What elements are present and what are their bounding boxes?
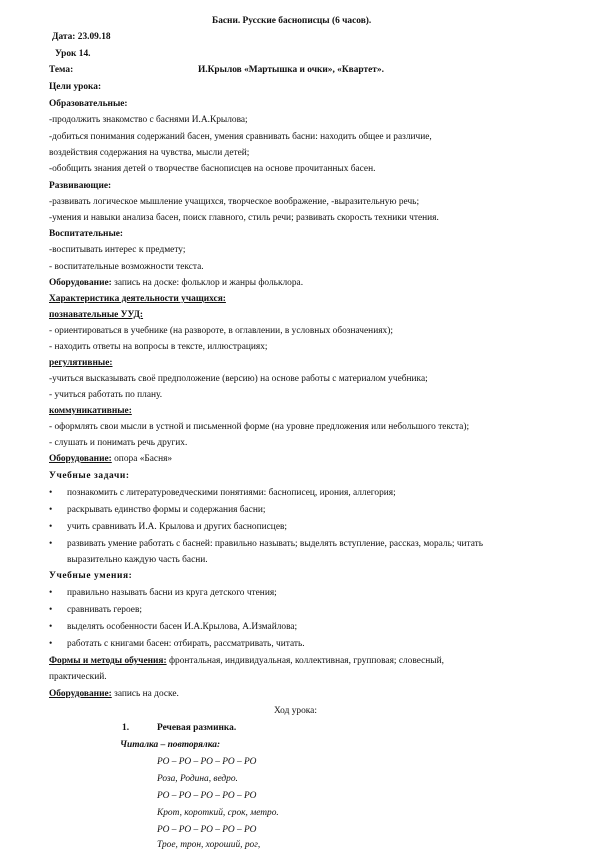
educational-goal: -продолжить знакомство с баснями И.А.Крылова; (49, 115, 248, 125)
educational-heading: Образовательные: (49, 99, 128, 109)
chant-line: Крот, короткий, срок, метро. (157, 808, 279, 818)
step-title: Речевая разминка. (157, 723, 237, 733)
educational-goal: -добиться понимания содержаний басен, умения сравнивать басни: находить общее и различие, (49, 132, 432, 142)
equipment-label: Оборудование: (49, 278, 112, 288)
chant-line: Роза, Родина, ведро. (157, 774, 238, 784)
tasks-heading: Учебные задачи: (49, 471, 130, 481)
equipment-text: опора «Басня» (111, 454, 173, 464)
activity-heading: Характеристика деятельности учащихся: (49, 294, 226, 304)
communicative-item: - оформлять свои мысли в устной и письменной форме (на уровне предложения или небольшого текста); (49, 422, 470, 432)
chant-line: РО – РО – РО – РО – РО (157, 825, 257, 835)
communicative-item: - слушать и понимать речь других. (49, 438, 188, 448)
step-number: 1. (122, 723, 130, 733)
regulatory-item: -учиться высказывать своё предположение (версию) на основе работы с материалом учебника; (49, 374, 428, 384)
chant-heading: Читалка – повторялка: (120, 740, 221, 750)
equipment-line (49, 275, 303, 292)
equipment-label: Оборудование: (49, 689, 112, 699)
cognitive-item: - находить ответы на вопросы в тексте, иллюстрациях; (49, 342, 268, 352)
equipment-text: запись на доске: фольклор и жанры фольклора. (111, 278, 304, 288)
document-page: Басни. Русские баснописцы (6 часов). Дата: 23.09.18 Урок 14. Тема: И.Крылов «Мартышка и очки», «Квартет». Цели урока: Образовательные: -продолжить знакомство с баснями И.А.Крылова; -добиться понимания содержаний басен, умения сравнивать басни: находить общее и различие, воздействия содержания на чувства, мысли детей; -обобщить знания детей о творчестве баснописцев на основе прочитанных басен. Развивающие: -развивать логическое мышление учащихся, творческое воображение, -выразительную речь; -умения и навыки анализа басен, поиск главного, стиль речи; развивать скорость техники чтения. Воспитательные: -воспитывать интерес к предмету; - воспитательные возможности текста. Оборудование: запись на доске: фольклор и жанры фольклора. Характеристика деятельности учащихся: познавательные УУД: - ориентироваться в учебнике (на развороте, в оглавлении, в условных обозначениях); - находить ответы на вопросы в тексте, иллюстрациях; регулятивные: -учиться высказывать своё предположение (версию) на основе работы с материалом учебника; - учиться работать по плану. коммуникативные: - оформлять свои мысли в устной и письменной форме (на уровне предложения или небольшого текста); - слушать и понимать речь других. Оборудование: опора «Басня» Учебные задачи: • познакомить с литературоведческими понятиями: баснописец, ирония, аллегория; • раскрывать единство формы и содержания басни; • учить сравнивать И.А. Крылова и других баснописцев; • развивать умение работать с басней: правильно называть; выделять вступление, рассказ, мораль; читать выразительно каждую часть басни. Учебные умения: • правильно называть басни из круга детского чтения; • сравнивать героев; • выделять особенности басен И.А.Крылова, А.Измайлова; • работать с книгами басен: отбирать, рассматривать, читать. Формы и методы обучения: фронтальная, индивидуальная, коллективная, групповая; словесный, практический. Оборудование: запись на доске. Ход урока: 1. Речевая разминка. Читалка – повторялка: РО – РО – РО – РО – РО Роза, Родина, ведро. РО – РО – РО – РО – РО Крот, короткий, срок, метро. РО – РО – РО – РО – РО Трое, трон, хороший, рог, (0, 0, 595, 842)
chant-line: Трое, трон, хороший, рог, (157, 840, 261, 850)
regulatory-item: - учиться работать по плану. (49, 390, 163, 400)
bullet-icon: • (49, 622, 53, 632)
educational-goal: -обобщить знания детей о творчестве баснописцев на основе прочитанных басен. (49, 164, 376, 174)
bullet-icon: • (49, 539, 53, 549)
forms-line (49, 653, 444, 670)
developing-goal: -умения и навыки анализа басен, поиск главного, стиль речи; развивать скорость техники чтения. (49, 213, 439, 223)
bullet-icon: • (49, 588, 53, 598)
bullet-icon: • (49, 505, 53, 515)
educational-goal: воздействия содержания на чувства, мысли детей; (49, 148, 250, 158)
forms-continuation: практический. (49, 672, 107, 682)
lesson-flow-heading: Ход урока: (274, 706, 317, 716)
skills-heading: Учебные умения: (49, 571, 133, 581)
bullet-icon: • (49, 488, 53, 498)
bullet-icon: • (49, 605, 53, 615)
upbringing-goal: - воспитательные возможности текста. (49, 262, 204, 272)
forms-text: фронтальная, индивидуальная, коллективная, групповая; словесный, (166, 656, 444, 666)
cognitive-item: - ориентироваться в учебнике (на развороте, в оглавлении, в условных обозначениях); (49, 326, 393, 336)
equipment-label: Оборудование: (49, 454, 112, 464)
chant-line: РО – РО – РО – РО – РО (157, 791, 257, 801)
forms-label: Формы и методы обучения: (49, 656, 167, 666)
lesson-date: Дата: 23.09.18 (52, 32, 111, 42)
developing-goal: -развивать логическое мышление учащихся, творческое воображение, -выразительную речь; (49, 197, 420, 207)
document-title: Басни. Русские баснописцы (6 часов). (212, 16, 372, 26)
upbringing-heading: Воспитательные: (49, 229, 124, 239)
bullet-icon: • (49, 639, 53, 649)
chant-line: РО – РО – РО – РО – РО (157, 757, 257, 767)
board-equipment-line (49, 686, 179, 703)
regulatory-heading: регулятивные: (49, 358, 113, 368)
communicative-heading: коммуникативные: (49, 406, 132, 416)
cognitive-heading: познавательные УУД: (49, 310, 144, 320)
equipment-text: запись на доске. (111, 689, 179, 699)
lesson-topic: И.Крылов «Мартышка и очки», «Квартет». (198, 65, 384, 75)
topic-label: Тема: (49, 65, 74, 75)
support-equipment-line (49, 451, 172, 468)
goals-heading: Цели урока: (49, 82, 102, 92)
upbringing-goal: -воспитывать интерес к предмету; (49, 245, 186, 255)
bullet-icon: • (49, 522, 53, 532)
lesson-number: Урок 14. (55, 49, 91, 59)
developing-heading: Развивающие: (49, 181, 112, 191)
